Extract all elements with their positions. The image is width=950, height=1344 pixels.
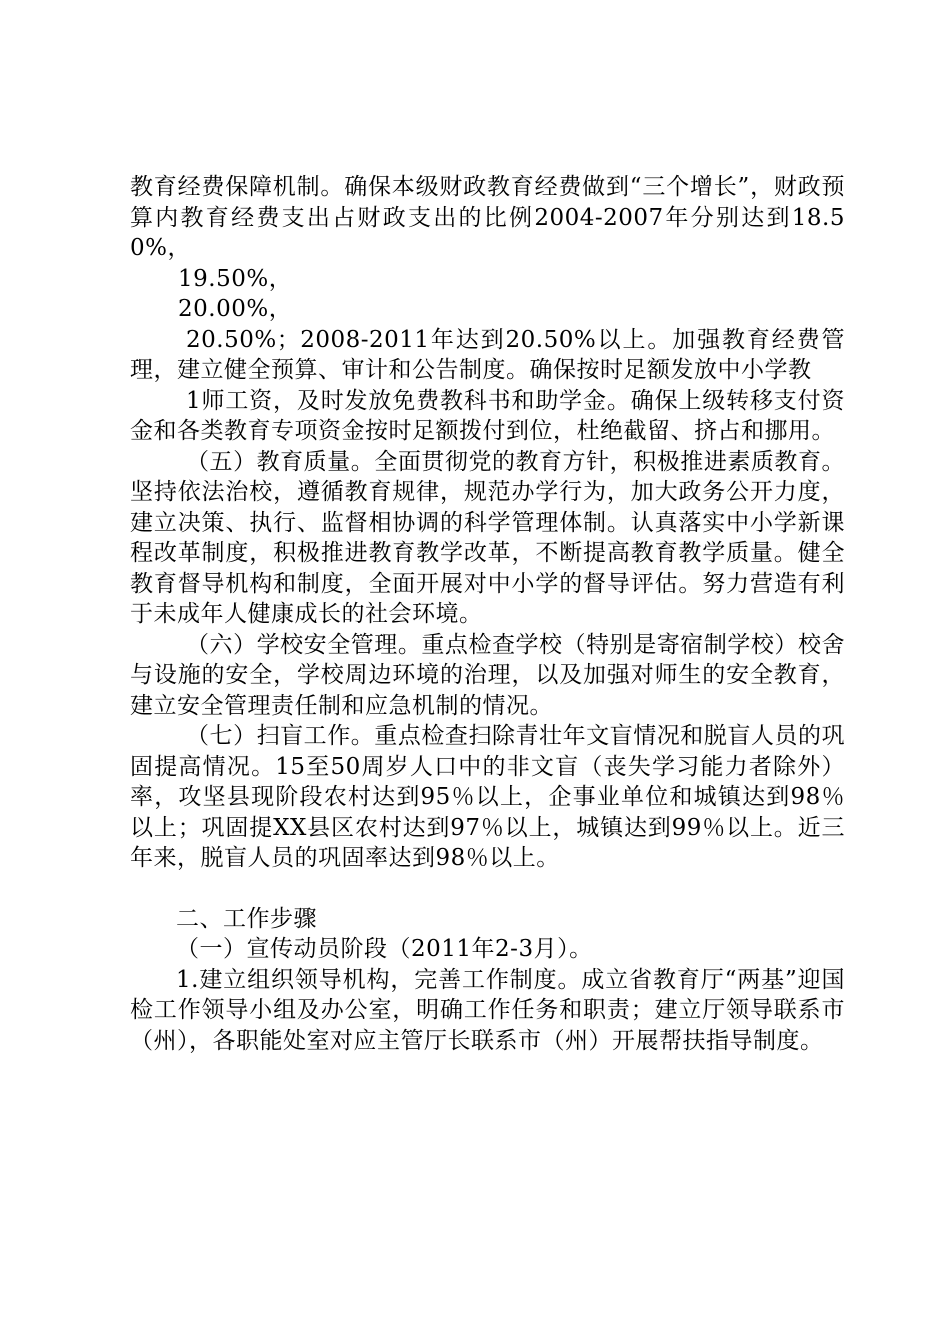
paragraph-rate-2006: 20.00%， [178,296,293,322]
paragraph-rate-2007: 20.50%；2008-2011年达到20.50%以上。加强教育经费管理，建立健全预算、审计和公告制度。确保按时足额发放中小学教 [130,326,845,383]
paragraph-school-safety: （六）学校安全管理。重点检查学校（特别是寄宿制学校）校舍与设施的安全，学校周边环境的治理，以及加强对师生的安全教育，建立安全管理责任制和应急机制的情况。 [130,631,845,719]
paragraph-rate-2005: 19.50%， [178,265,293,292]
paragraph-funding-mechanism: 教育经费保障机制。确保本级财政教育经费做到“三个增长”，财政预算内教育经费支出占财政支出的比例2004-2007年分别达到18.50%， [130,174,845,261]
paragraph-literacy: （七）扫盲工作。重点检查扫除青壮年文盲情况和脱盲人员的巩固提高情况。15至50周岁人口中的非文盲（丧失学习能力者除外）率，攻坚县现阶段农村达到95％以上，企事业单位和城镇达到98％以上；巩固提XX县区农村达到97％以上，城镇达到99％以上。近三年来，脱盲人员的巩固率达到98％以上。 [130,723,845,871]
paragraph-organization-setup: 1.建立组织领导机构，完善工作制度。成立省教育厅“两基”迎国检工作领导小组及办公室，明确工作任务和职责；建立厅领导联系市（州），各职能处室对应主管厅长联系市（州）开展帮扶指导制度。 [130,966,845,1054]
document-body [130,172,845,1056]
paragraph-education-quality: （五）教育质量。全面贯彻党的教育方针，积极推进素质教育。坚持依法治校，遵循教育规律，规范办学行为，加大政务公开力度，建立决策、执行、监督相协调的科学管理体制。认真落实中小学新课程改革制度，积极推进教育教学改革，不断提高教育教学质量。健全教育督导机构和制度，全面开展对中小学的督导评估。努力营造有利于未成年人健康成长的社会环境。 [130,448,845,627]
subsection-heading-publicity-phase: （一）宣传动员阶段（2011年2-3月）。 [176,936,593,962]
section-heading-work-steps: 二、工作步骤 [176,905,317,932]
paragraph-teacher-salary: 1师工资，及时发放免费教科书和助学金。确保上级转移支付资金和各类教育专项资金按时足额拨付到位，杜绝截留、挤占和挪用。 [130,387,845,444]
